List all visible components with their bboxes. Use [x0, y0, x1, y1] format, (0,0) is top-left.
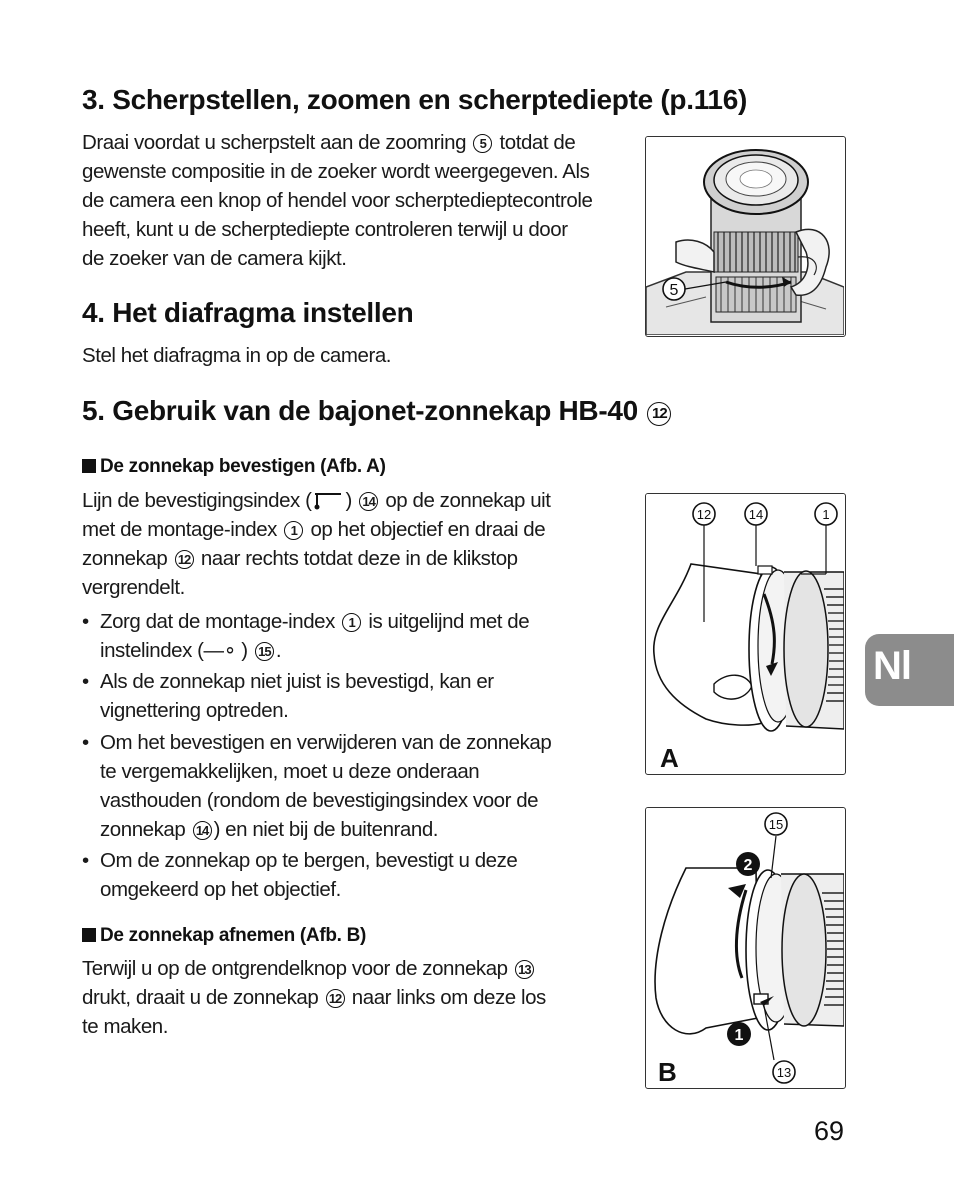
- callout-13: 13: [515, 960, 534, 979]
- square-bullet-icon: [82, 459, 96, 473]
- detach-subheading: De zonnekap afnemen (Afb. B): [82, 925, 366, 947]
- callout-12: 12: [175, 550, 194, 569]
- attach-subheading: De zonnekap bevestigen (Afb. A): [82, 456, 386, 478]
- section-5-heading: 5. Gebruik van de bajonet-zonnekap HB-40 12: [82, 395, 673, 427]
- callout-12: 12: [647, 402, 671, 426]
- bullet-1: • Zorg dat de montage-index 1 is uitgelijnd met de instelindex (—∘ ) 15 .: [82, 610, 530, 662]
- section-4-heading: 4. Het diafragma instellen: [82, 297, 414, 328]
- figB-callout-13: 13: [776, 1065, 792, 1080]
- figB-step-2: 2: [743, 857, 753, 874]
- zoom-ring-figure: [645, 136, 846, 337]
- figure-a-label: A: [660, 743, 679, 773]
- bullet-2: • Als de zonnekap niet juist is bevestigd, kan er vignettering optreden.: [82, 670, 494, 722]
- section-4-body: Stel het diafragma in op de camera.: [82, 344, 392, 367]
- fig1-callout: 5: [669, 282, 679, 299]
- mounting-index-icon: [313, 490, 343, 510]
- bullet-3: • Om het bevestigen en verwijderen van de zonnekap te vergemakkelijken, moet u deze onderaan vasthouden (rondom de bevestigingsindex voor de zonnekap 14 ) en niet bij de buitenrand.: [82, 731, 552, 841]
- figA-callout-12: 12: [696, 507, 712, 522]
- callout-1: 1: [284, 521, 303, 540]
- figure-b-label: B: [658, 1057, 677, 1087]
- callout-14: 14: [359, 492, 378, 511]
- detach-body: Terwijl u op de ontgrendelknop voor de zonnekap 13 drukt, draait u de zonnekap 12 naar links om deze los te maken.: [82, 957, 546, 1038]
- figure-a: [645, 493, 846, 775]
- language-tab: [865, 634, 954, 706]
- callout-1: 1: [342, 613, 361, 632]
- s3-line-2: gewenste compositie in de zoeker wordt weergegeven. Als: [82, 160, 590, 183]
- callout-14: 14: [193, 821, 212, 840]
- language-tab-label: Nl: [873, 644, 911, 688]
- s3-line-5: de zoeker van de camera kijkt.: [82, 247, 347, 270]
- s3-line-1: Draai voordat u scherpstelt aan de zoomring 5 totdat de: [82, 131, 576, 154]
- section-3-heading: 3. Scherpstellen, zoomen en scherptediepte (p.116): [82, 84, 747, 115]
- figB-callout-15: 15: [768, 817, 784, 832]
- figB-step-1: 1: [734, 1027, 744, 1044]
- s3-line-4: heeft, kunt u de scherptediepte controleren terwijl u door: [82, 218, 568, 241]
- square-bullet-icon: [82, 928, 96, 942]
- bullet-4: • Om de zonnekap op te bergen, bevestigt u deze omgekeerd op het objectief.: [82, 849, 518, 901]
- callout-5: 5: [473, 134, 492, 153]
- page-number: 69: [814, 1116, 845, 1146]
- attach-body: Lijn de bevestigingsindex ( ) 14 op de zonnekap uit met de montage-index 1 op het objectief en draai de zonnekap 12 naar rechts totdat deze in de klikstop vergrendelt.: [82, 489, 551, 599]
- callout-12: 12: [326, 989, 345, 1008]
- figure-b: [645, 807, 846, 1089]
- figA-callout-1: 1: [822, 507, 830, 522]
- section-3-body: [82, 128, 592, 273]
- s3-line-3: de camera een knop of hendel voor scherptedieptecontrole: [82, 189, 593, 212]
- setting-index-symbol: —∘: [203, 639, 236, 662]
- callout-15: 15: [255, 642, 274, 661]
- figA-callout-14: 14: [748, 507, 764, 522]
